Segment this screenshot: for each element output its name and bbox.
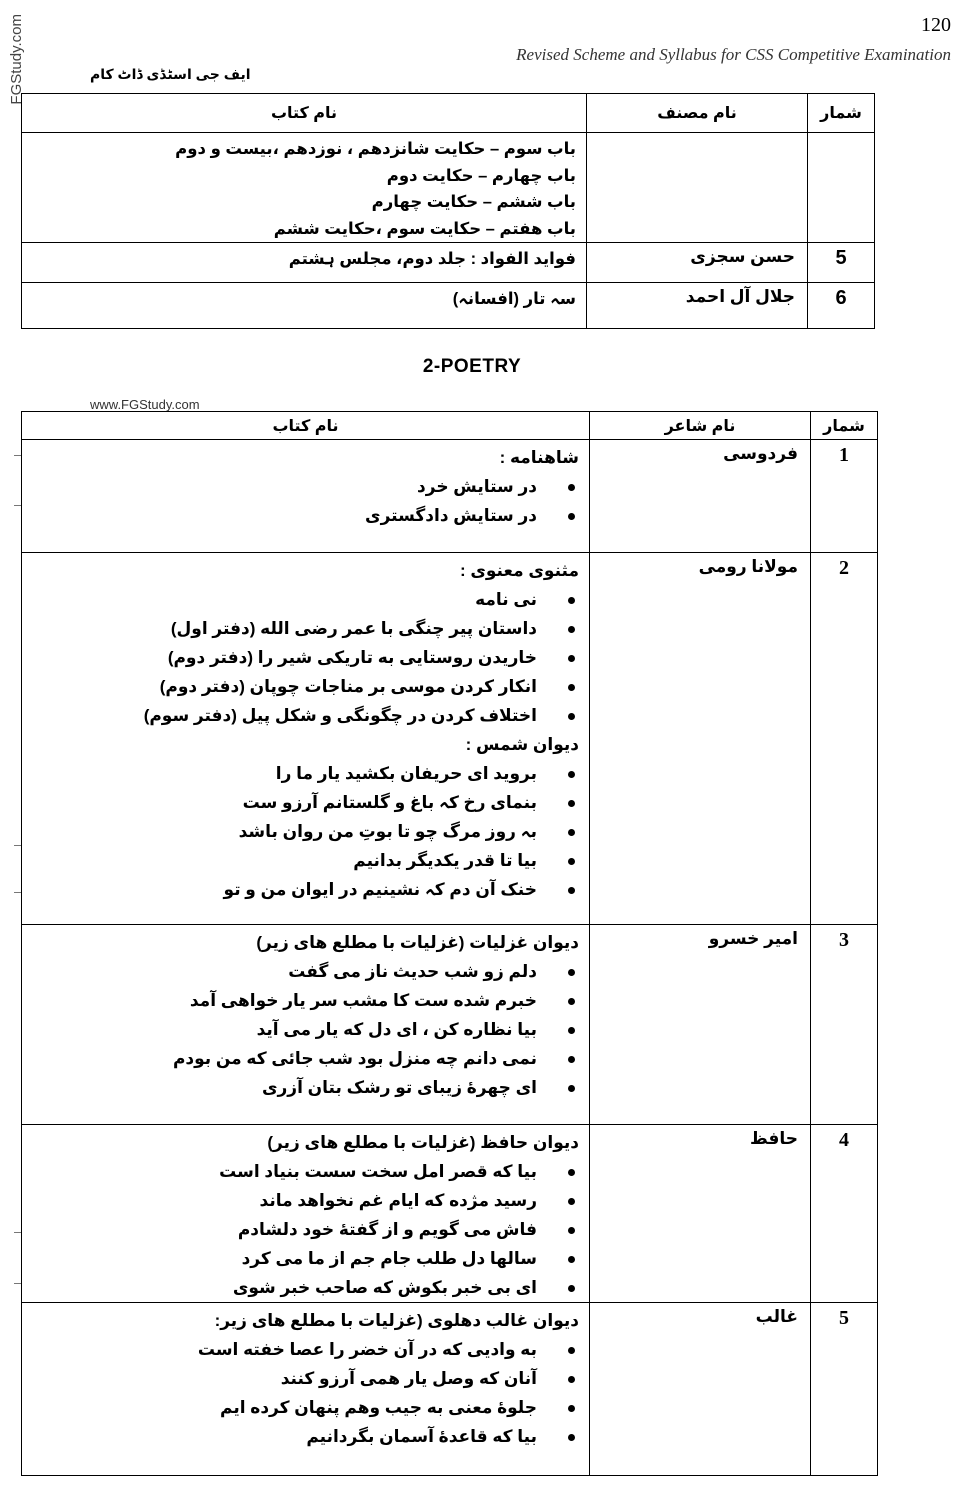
list-item: سالها دل طلب جام جم از ما می کرد <box>22 1244 579 1273</box>
row-number-cell <box>811 553 878 925</box>
row-number: 2 <box>839 557 849 579</box>
margin-mark <box>14 892 21 893</box>
author-cell <box>587 283 808 329</box>
list-item: ای چهرهٔ زیبای تو رشک بتان آزری <box>22 1073 579 1102</box>
table-row <box>22 1125 878 1303</box>
margin-mark <box>14 845 21 846</box>
poet-name: حافظ <box>750 1129 798 1148</box>
book-cell <box>22 553 590 925</box>
header-num: شمار <box>808 94 875 133</box>
book-cell <box>22 133 587 243</box>
header-author: نام شاعر <box>590 412 811 440</box>
author-name <box>587 133 795 137</box>
item-list <box>22 472 579 530</box>
poet-cell <box>590 553 811 925</box>
table-row <box>22 553 878 925</box>
row-number-cell <box>808 133 875 243</box>
list-item: به وادیی که در آن خضر را عصا خفته است <box>22 1335 579 1364</box>
margin-mark <box>14 505 21 506</box>
poet-name: امیر خسرو <box>708 929 798 948</box>
item-list <box>22 759 579 904</box>
row-number-cell <box>811 1303 878 1476</box>
table-row <box>22 283 875 329</box>
row-number: 4 <box>839 1129 849 1151</box>
table-row <box>22 243 875 283</box>
row-number-cell <box>808 283 875 329</box>
row-number <box>808 133 874 137</box>
header-book: نام کتاب <box>22 412 590 440</box>
list-item: خاریدن روستایی به تاریکی شیر را (دفتر دوم) <box>22 643 579 672</box>
book-cell <box>22 1303 590 1476</box>
list-item: آنان که وصل یار همی آرزو کنند <box>22 1364 579 1393</box>
list-item: فاش می گویم و از گفتهٔ خود دلشادم <box>22 1215 579 1244</box>
book-line: باب سوم – حکایت شانزدهم ، نوزدهم ،بیست و دوم <box>175 140 576 158</box>
list-item: بیا که قصر امل سخت سست بنیاد است <box>22 1157 579 1186</box>
margin-mark <box>14 1283 21 1284</box>
row-number-cell <box>808 243 875 283</box>
prose-table <box>21 93 875 329</box>
list-item: در ستایش خرد <box>22 472 579 501</box>
table-header-row <box>22 94 875 133</box>
header-num: شمار <box>811 412 878 440</box>
table-row <box>22 133 875 243</box>
work-title: دیوان غزلیات (غزلیات با مطلع های زیر) <box>256 933 579 952</box>
book-cell <box>22 440 590 553</box>
author-cell <box>587 243 808 283</box>
page-number: 120 <box>921 14 951 36</box>
book-line: باب چهارم – حکایت دوم <box>386 166 576 185</box>
row-number: 3 <box>839 929 849 951</box>
row-number-cell <box>811 1125 878 1303</box>
work-title: شاهنامه : <box>499 448 579 467</box>
work-title: مثنوی معنوی : <box>459 561 579 580</box>
list-item: رسید مژده که ایام غم نخواهد ماند <box>22 1186 579 1215</box>
poet-cell <box>590 1125 811 1303</box>
item-list <box>22 1157 579 1302</box>
row-number-cell <box>811 440 878 553</box>
author-name: جلال آل احمد <box>685 287 795 306</box>
list-item: نمی دانم چه منزل بود شب جائی که من بودم <box>22 1044 579 1073</box>
poet-cell <box>590 1303 811 1476</box>
table-row <box>22 440 878 553</box>
list-item: خبرم شده ست کا مشب سر یار خواهی آمد <box>22 986 579 1015</box>
work-title: دیوان شمس : <box>465 735 579 754</box>
list-item: دلم زو شب حدیث ناز می گفت <box>22 957 579 986</box>
book-cell <box>22 283 587 329</box>
margin-mark <box>14 455 21 456</box>
book-cell <box>22 925 590 1125</box>
list-item: ای بی خبر بکوش که صاحب خبر شوی <box>22 1273 579 1302</box>
poet-name: فردوسی <box>723 444 798 463</box>
watermark-urdu: ایف جی اسٹڈی ڈاٹ کام <box>90 66 251 82</box>
list-item: داستان پیر چنگی با عمر رضی الله (دفتر اول) <box>22 614 579 643</box>
item-list <box>22 585 579 730</box>
work-title: دیوان حافظ (غزلیات با مطلع های زیر) <box>267 1133 579 1152</box>
table-row <box>22 925 878 1125</box>
book-lines <box>22 246 576 273</box>
poet-name: غالب <box>755 1307 798 1326</box>
list-item: بیا تا قدر یکدیگر بدانیم <box>22 846 579 875</box>
row-number: 5 <box>839 1307 849 1329</box>
list-item: اختلاف کردن در چگونگی و شکل پیل (دفتر سوم) <box>22 701 579 730</box>
header-book: نام کتاب <box>22 94 587 133</box>
list-item: بیا که قاعدهٔ آسمان بگردانیم <box>22 1422 579 1451</box>
book-line: فواید الفواد : جلد دوم، مجلس ہشتم <box>288 250 576 268</box>
item-list <box>22 1335 579 1451</box>
book-cell <box>22 1125 590 1303</box>
poetry-table <box>21 411 878 1476</box>
table-row <box>22 1303 878 1476</box>
list-item: بہ روز مرگ چو تا بوتِ من روان باشد <box>22 817 579 846</box>
book-line: باب ششم – حکایت چهارم <box>371 193 576 211</box>
work-title: دیوان غالب دهلوی (غزلیات با مطلع های زیر: <box>214 1311 579 1330</box>
list-item: بروید ای حریفان بکشید یار ما را <box>22 759 579 788</box>
list-item: انکار کردن موسی بر مناجات چوپان (دفتر دوم) <box>22 672 579 701</box>
poet-cell <box>590 925 811 1125</box>
row-number-cell <box>811 925 878 1125</box>
book-lines <box>22 136 576 242</box>
list-item: جلوهٔ معنی به جیب وهم پنهان کرده ایم <box>22 1393 579 1422</box>
table-header-row <box>22 412 878 440</box>
list-item: بنمای رخ کہ باغ و گلستانم آرزو ست <box>22 788 579 817</box>
book-cell <box>22 243 587 283</box>
watermark-url: www.FGStudy.com <box>90 397 200 412</box>
margin-mark <box>14 1232 21 1233</box>
list-item: در ستایش دادگستری <box>22 501 579 530</box>
item-list <box>22 957 579 1102</box>
author-cell <box>587 133 808 243</box>
list-item: خنک آن دم کہ نشینیم در ایوان من و تو <box>22 875 579 904</box>
header-author: نام مصنف <box>587 94 808 133</box>
running-header: Revised Scheme and Syllabus for CSS Competitive Examination <box>516 45 951 64</box>
list-item: نی نامه <box>22 585 579 614</box>
book-line: باب هفتم – حکایت سوم ،حکایت ششم <box>273 219 576 238</box>
watermark-side-text: FGStudy.com <box>8 14 25 105</box>
book-line: سہ تار (افسانہ) <box>452 290 576 308</box>
row-number: 5 <box>835 247 847 269</box>
list-item: بیا نظاره کن ، ای دل که یار می آید <box>22 1015 579 1044</box>
poet-cell <box>590 440 811 553</box>
poet-name: مولانا رومی <box>698 557 798 576</box>
row-number: 6 <box>835 287 847 309</box>
row-number: 1 <box>839 444 849 466</box>
author-name: حسن سجزی <box>690 247 795 266</box>
book-lines <box>22 286 576 313</box>
section-title: 2-POETRY <box>422 356 522 377</box>
